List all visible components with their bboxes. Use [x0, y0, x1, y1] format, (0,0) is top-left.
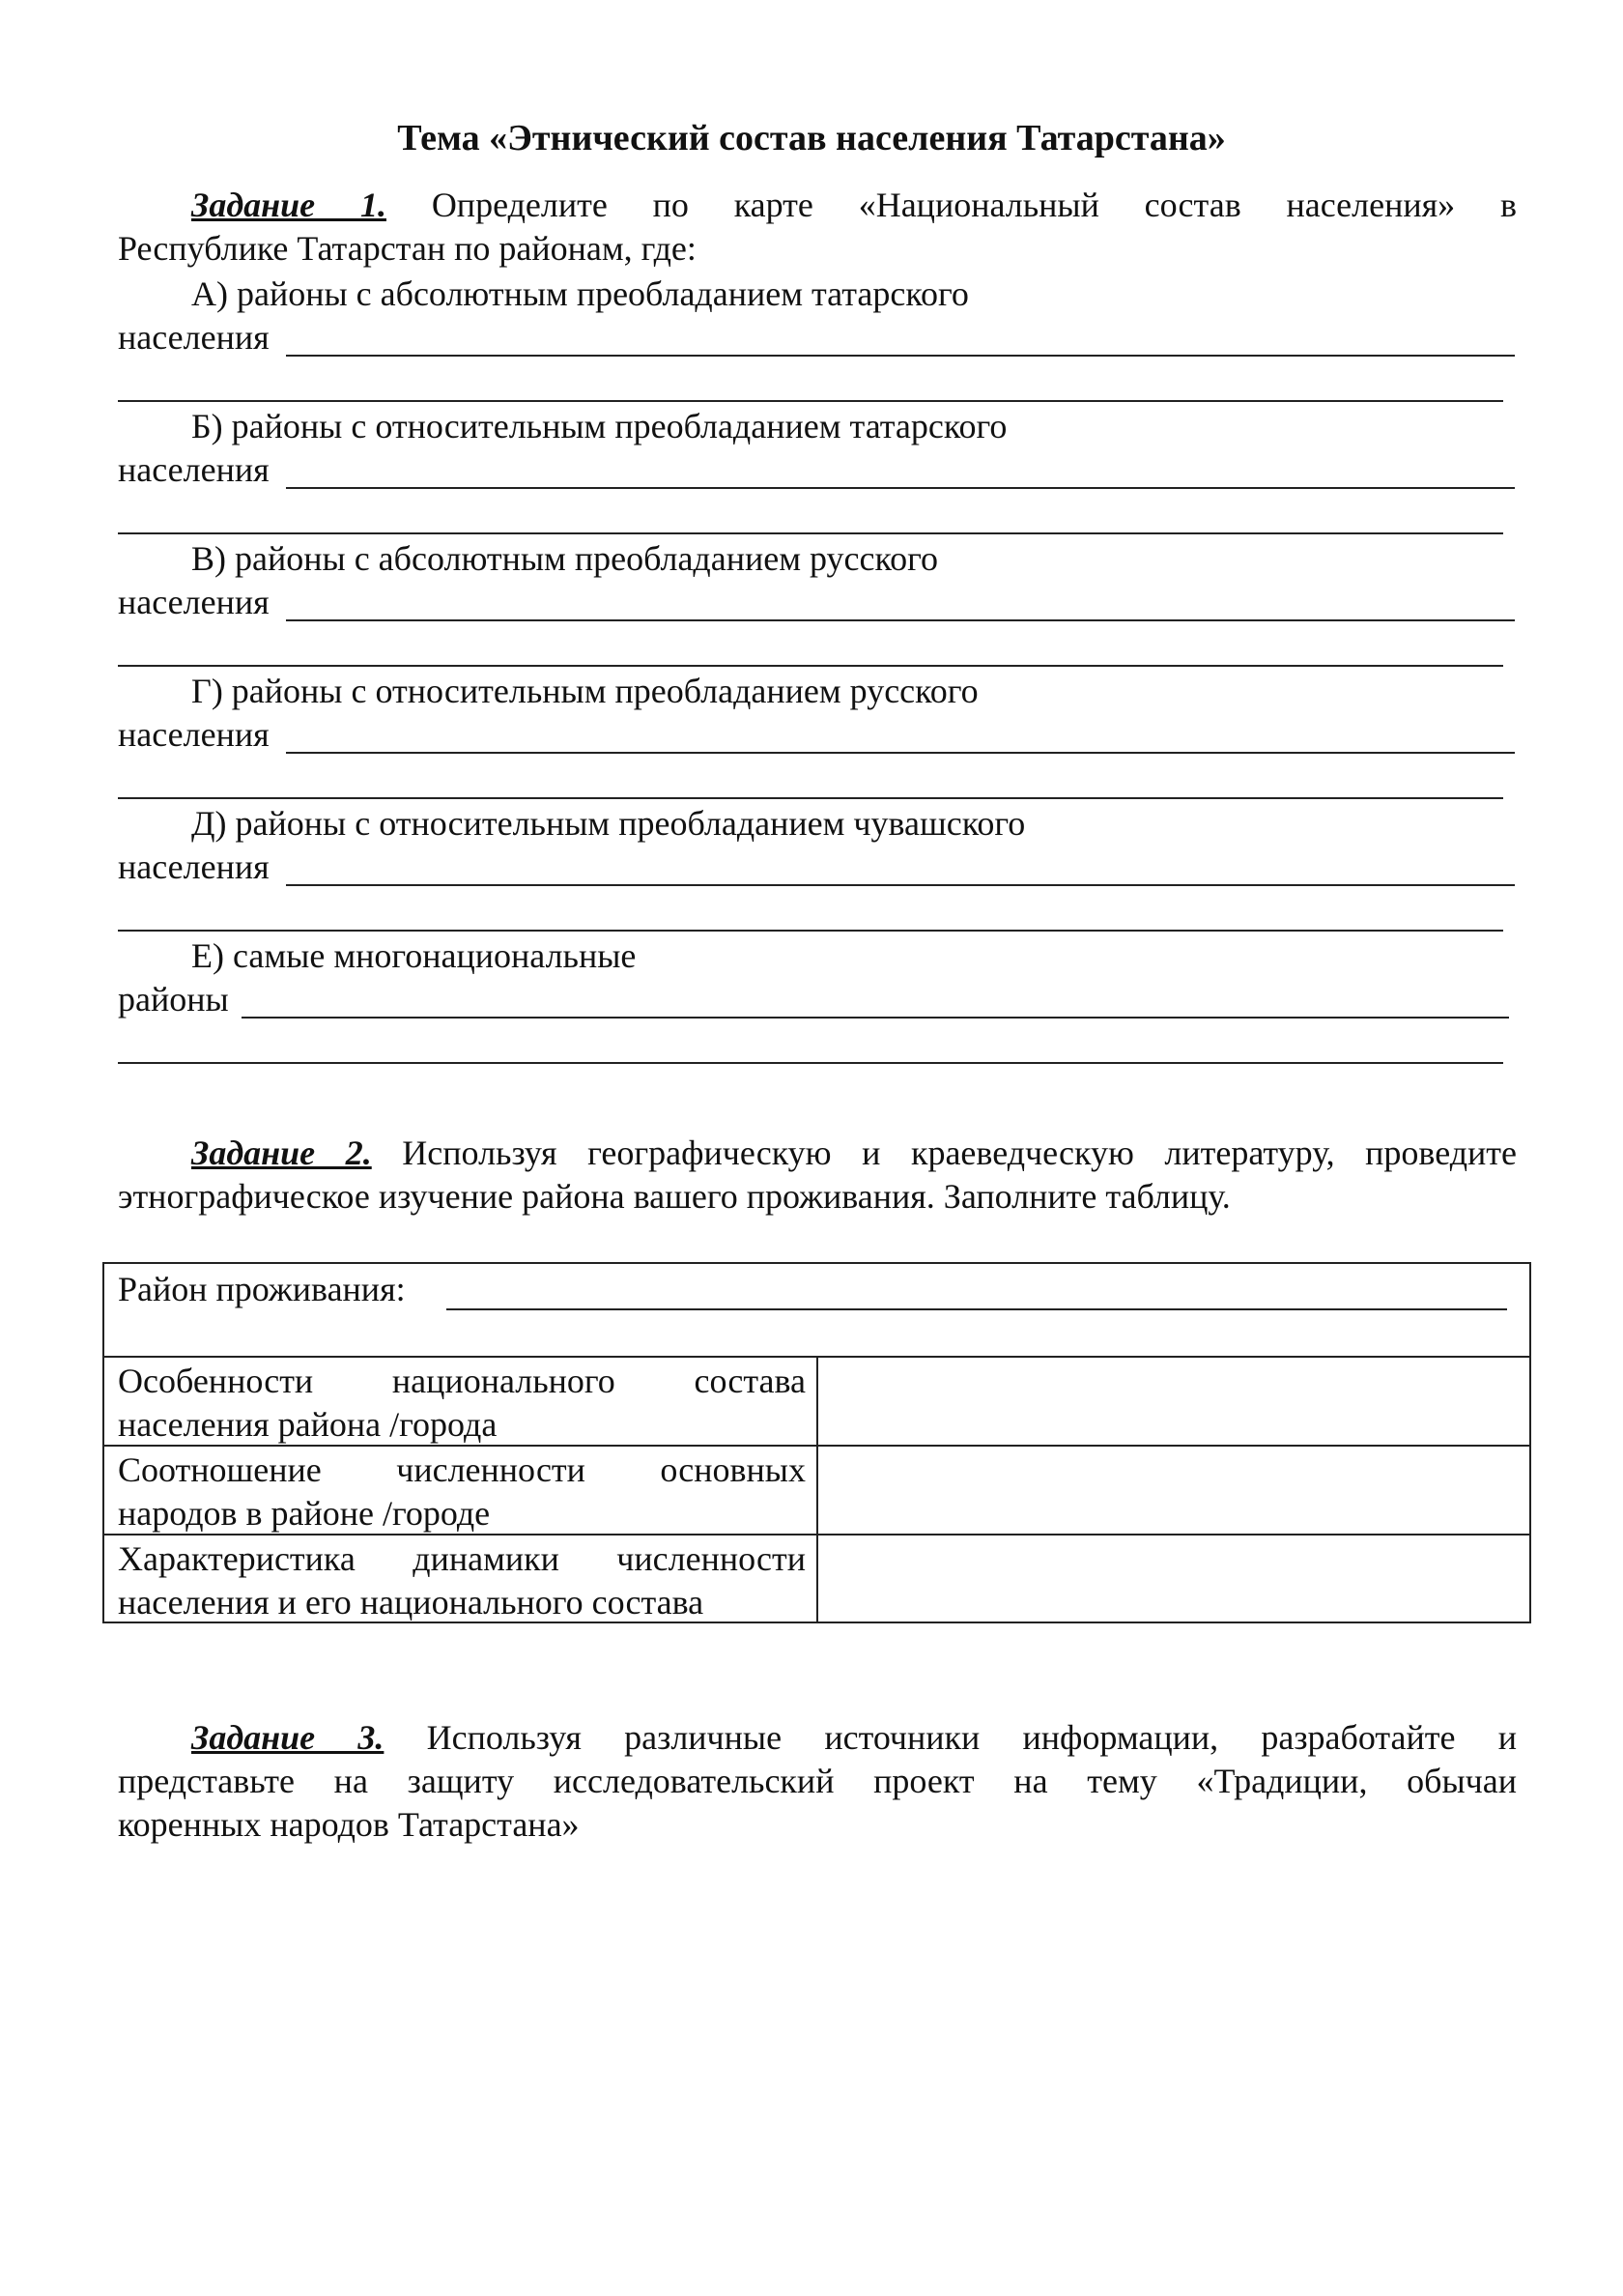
task1-item-c-label: В) районы с абсолютным преобладанием русского	[191, 539, 939, 578]
task1-item-b-cont: населения	[118, 450, 270, 489]
task2-line1	[191, 1132, 1517, 1175]
task2-text: Используя географическую и краеведческую литературу, проведите	[402, 1134, 1517, 1172]
task1-item-a-label: А) районы с абсолютным преобладанием татарского	[191, 274, 969, 313]
page-title: Тема «Этнический состав населения Татарстана»	[397, 118, 1226, 158]
task1-label: Задание 1.	[191, 186, 386, 224]
residence-answer-line[interactable]	[446, 1308, 1507, 1310]
table-row-1-answer-cell[interactable]	[818, 1358, 1527, 1444]
residence-table	[102, 1262, 1531, 1623]
task1-item-f-label: Е) самые многонациональные	[191, 936, 637, 975]
task1-item-c-cont: населения	[118, 583, 270, 621]
table-row-1-label-line2: населения района /города	[118, 1405, 498, 1444]
answer-line[interactable]	[118, 400, 1503, 402]
table-row-3-label-line2: населения и его национального состава	[118, 1583, 704, 1622]
task1-item-f-cont: районы	[118, 980, 229, 1019]
task1-item-e-label: Д) районы с относительным преобладанием чувашского	[191, 804, 1026, 843]
answer-line[interactable]	[286, 884, 1515, 886]
table-row-2-label-line2: народов в районе /городе	[118, 1494, 491, 1533]
task3-line1	[191, 1716, 1517, 1760]
table-row-3-label-line1: Характеристика динамики численности	[118, 1539, 806, 1578]
answer-line[interactable]	[286, 487, 1515, 489]
answer-line[interactable]	[118, 930, 1503, 932]
task1-item-a-cont: населения	[118, 318, 270, 357]
task1-item-d-label: Г) районы с относительным преобладанием русского	[191, 672, 979, 710]
task3-line2: представьте на защиту исследовательский проект на тему «Традиции, обычаи	[118, 1762, 1517, 1800]
task3-label: Задание 3.	[191, 1718, 384, 1757]
answer-line[interactable]	[118, 797, 1503, 799]
table-row-2-answer-cell[interactable]	[818, 1447, 1527, 1533]
answer-line[interactable]	[118, 665, 1503, 667]
answer-line[interactable]	[286, 355, 1515, 357]
task3-text: Используя различные источники информации, разработайте и	[426, 1718, 1517, 1757]
task1-text: Определите по карте «Национальный состав населения» в	[431, 186, 1517, 224]
table-row-2-label-line1: Соотношение численности основных	[118, 1450, 806, 1489]
table-row-1-label-line1: Особенности национального состава	[118, 1362, 806, 1400]
task1-item-b-label: Б) районы с относительным преобладанием татарского	[191, 407, 1008, 445]
answer-line[interactable]	[118, 1062, 1503, 1064]
task3-line3: коренных народов Татарстана»	[118, 1805, 580, 1844]
task2-label: Задание 2.	[191, 1134, 372, 1172]
table-header-label: Район проживания:	[118, 1270, 406, 1308]
table-row-3-answer-cell[interactable]	[818, 1535, 1527, 1622]
task1-intro-line1	[191, 184, 1517, 227]
answer-line[interactable]	[286, 752, 1515, 754]
answer-line[interactable]	[118, 532, 1503, 534]
task1-item-e-cont: населения	[118, 847, 270, 886]
answer-line[interactable]	[242, 1017, 1509, 1019]
task1-intro-line2: Республике Татарстан по районам, где:	[118, 229, 697, 268]
task2-line2: этнографическое изучение района вашего проживания. Заполните таблицу.	[118, 1177, 1231, 1216]
task1-item-d-cont: населения	[118, 715, 270, 754]
answer-line[interactable]	[286, 619, 1515, 621]
